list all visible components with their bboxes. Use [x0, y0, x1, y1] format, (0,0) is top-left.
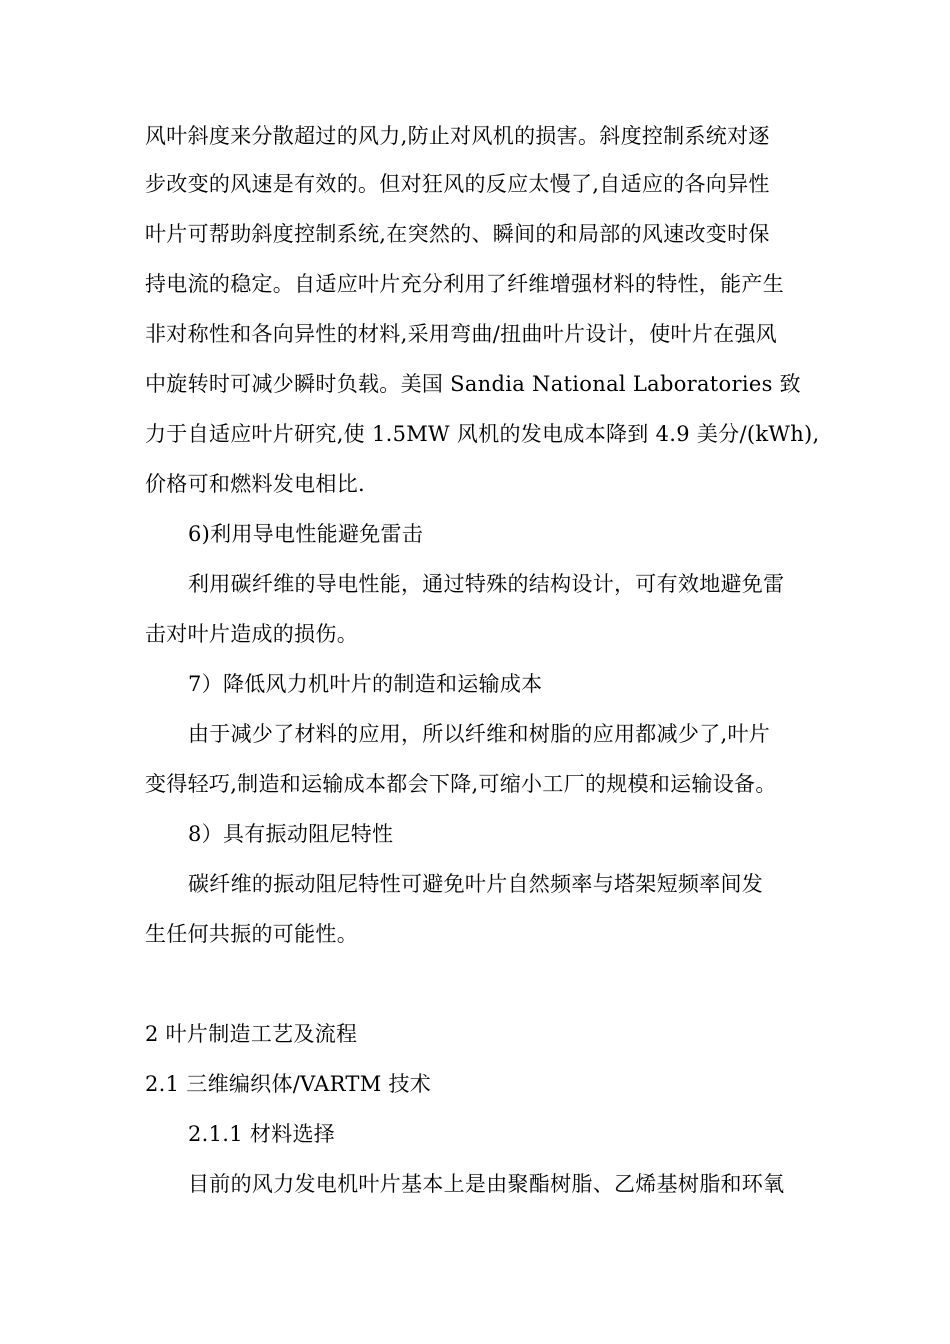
paragraph-line: 由于减少了材料的应用，所以纤维和树脂的应用都减少了,叶片	[188, 722, 771, 746]
paragraph-line: 叶片可帮助斜度控制系统,在突然的、瞬间的和局部的风速改变时保	[145, 222, 770, 246]
paragraph-line: 非对称性和各向异性的材料,采用弯曲/扭曲叶片设计，使叶片在强风	[145, 322, 778, 346]
item-heading: 6)利用导电性能避免雷击	[188, 522, 424, 546]
paragraph-line: 碳纤维的振动阻尼特性可避免叶片自然频率与塔架短频率间发	[188, 872, 764, 896]
paragraph-line: 变得轻巧,制造和运输成本都会下降,可缩小工厂的规模和运输设备。	[145, 772, 777, 796]
paragraph-line: 击对叶片造成的损伤。	[145, 622, 358, 646]
paragraph-line: 风叶斜度来分散超过的风力,防止对风机的损害。斜度控制系统对逐	[145, 124, 770, 148]
item-heading: 7）降低风力机叶片的制造和运输成本	[188, 672, 543, 696]
paragraph-line: 目前的风力发电机叶片基本上是由聚酯树脂、乙烯基树脂和环氧	[188, 1172, 785, 1196]
subsection-heading: 2.1 三维编织体/VARTM 技术	[145, 1072, 432, 1096]
paragraph-line: 生任何共振的可能性。	[145, 922, 358, 946]
subsubsection-heading: 2.1.1 材料选择	[188, 1122, 336, 1146]
section-heading: 2 叶片制造工艺及流程	[145, 1022, 358, 1046]
item-heading: 8）具有振动阻尼特性	[188, 822, 394, 846]
paragraph-line: 利用碳纤维的导电性能，通过特殊的结构设计，可有效地避免雷	[188, 572, 785, 596]
paragraph-line: 力于自适应叶片研究,使 1.5MW 风机的发电成本降到 4.9 美分/(kWh),	[145, 422, 820, 446]
paragraph-line: 价格可和燃料发电相比.	[145, 472, 365, 496]
paragraph-line: 步改变的风速是有效的。但对狂风的反应太慢了,自适应的各向异性	[145, 172, 770, 196]
paragraph-line: 中旋转时可减少瞬时负载。美国 Sandia National Laboratories 致	[145, 372, 801, 396]
paragraph-line: 持电流的稳定。自适应叶片充分利用了纤维增强材料的特性，能产生	[145, 272, 784, 296]
